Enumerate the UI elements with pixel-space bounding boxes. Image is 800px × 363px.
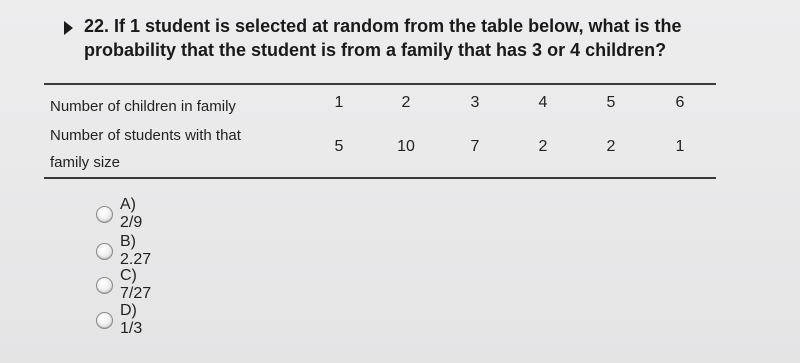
children-cell: 1 — [334, 94, 344, 111]
row-label-students-line1: Number of students with that — [50, 127, 241, 144]
students-cell: 10 — [397, 138, 415, 155]
radio-button-icon[interactable] — [96, 312, 113, 329]
children-cell: 5 — [606, 94, 616, 111]
radio-button-icon[interactable] — [96, 206, 113, 223]
students-cell: 5 — [334, 138, 344, 155]
students-cell: 1 — [675, 138, 685, 155]
radio-button-icon[interactable] — [96, 277, 113, 294]
children-cell: 4 — [538, 94, 548, 111]
option-a-label: A) 2/9 — [120, 196, 143, 231]
students-cell: 7 — [470, 138, 480, 155]
children-cell: 6 — [675, 94, 685, 111]
children-cell: 2 — [401, 94, 411, 111]
students-cell: 2 — [606, 138, 616, 155]
row-label-students-line2: family size — [50, 154, 121, 171]
option-c[interactable] — [96, 267, 152, 302]
triangle-marker-icon[interactable] — [64, 21, 73, 35]
option-b-label: B) 2.27 — [120, 233, 152, 268]
radio-button-icon[interactable] — [96, 243, 113, 260]
option-c-label: C) 7/27 — [120, 267, 152, 302]
option-d[interactable] — [96, 302, 143, 337]
table-bottom-rule — [44, 177, 716, 179]
option-a[interactable] — [96, 196, 143, 231]
option-d-label: D) 1/3 — [120, 302, 143, 337]
option-b[interactable] — [96, 233, 152, 268]
children-cell: 3 — [470, 94, 480, 111]
table-top-rule — [44, 83, 716, 85]
question-text: 22. If 1 student is selected at random from the table below, what is the probability that the student is from a family that has 3 or 4 children? — [84, 16, 682, 60]
students-cell: 2 — [538, 138, 548, 155]
row-label-children: Number of children in family — [50, 98, 236, 115]
